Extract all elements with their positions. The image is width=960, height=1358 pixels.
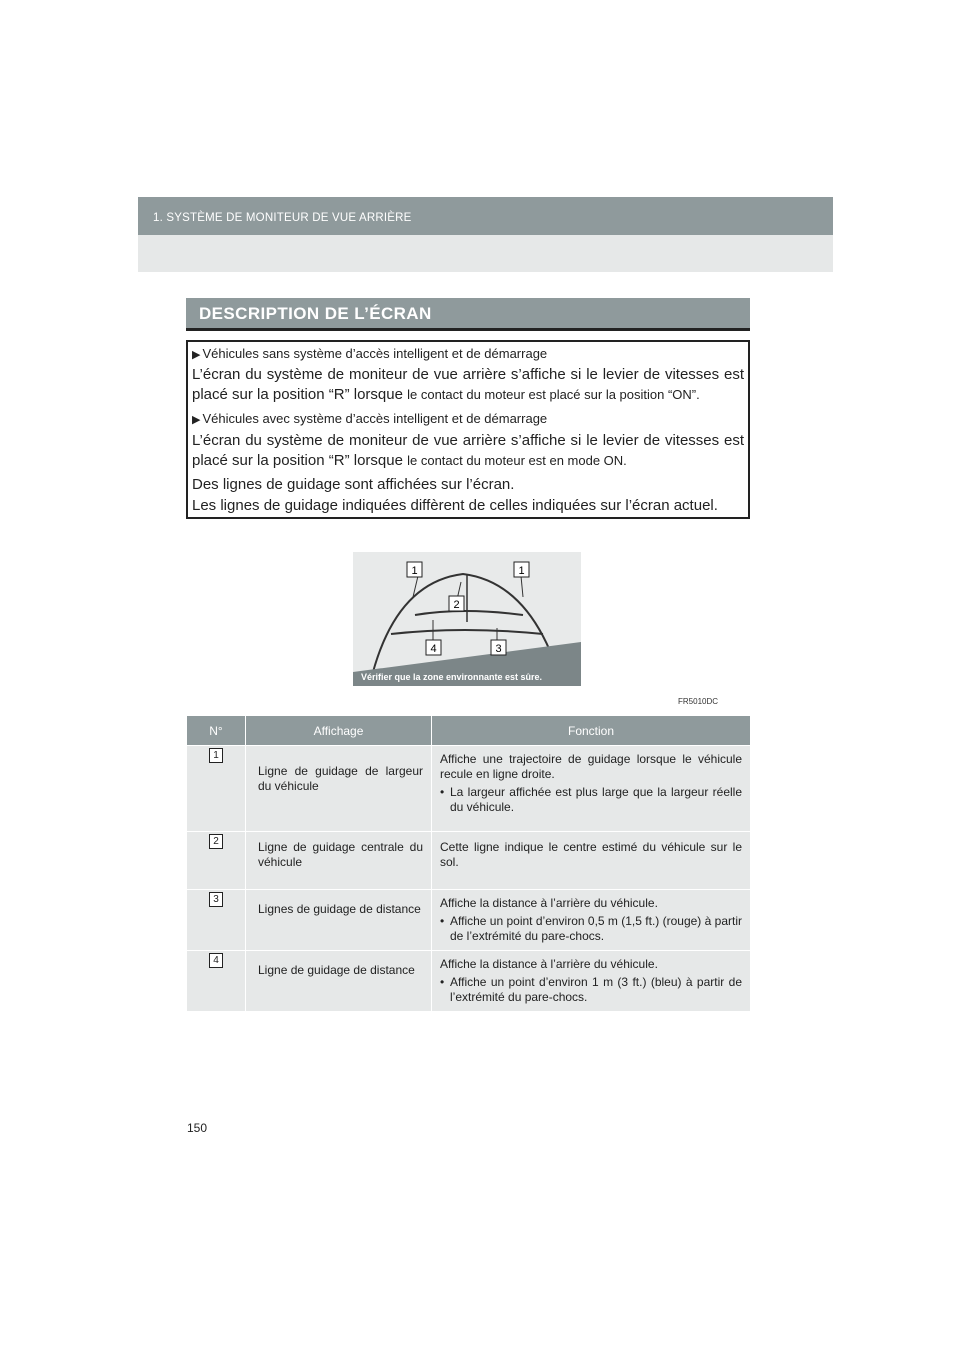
figure-code: FR5010DC	[678, 697, 719, 706]
callout-box	[514, 562, 529, 577]
bullet-item: • Affiche un point d’environ 1 m (3 ft.) (bleu) à partir de l’extrémité du pare-chocs.	[440, 975, 742, 1005]
callout-box	[426, 640, 441, 655]
function-cell: Affiche une trajectoire de guidage lorsque le véhicule recule en ligne droite. • La largeur affichée est plus large que la largeur réelle du véhicule.	[432, 746, 751, 832]
info-box	[186, 340, 750, 519]
table-row	[187, 746, 750, 832]
page-number: 150	[187, 1121, 208, 1135]
triangle-icon: ▶	[192, 349, 201, 361]
section-heading	[186, 298, 750, 331]
display-cell: Ligne de guidage de largeur du véhicule	[246, 746, 432, 832]
guide-lines-table	[187, 716, 750, 1011]
svg-text:3: 3	[495, 643, 502, 655]
note-guidelines-differ: Les lignes de guidage indiquées diffèrent de celles indiquées sur l’écran actuel.	[192, 497, 718, 514]
case2-label: ▶ Véhicules avec système d’accès intelligent et de démarrage	[192, 411, 548, 426]
guide-lines-diagram	[353, 552, 581, 686]
svg-text:4: 4	[430, 643, 437, 655]
display-cell: Ligne de guidage de distance	[246, 951, 432, 1012]
triangle-icon: ▶	[192, 414, 201, 426]
table-header-row	[187, 716, 750, 746]
case1-label: ▶ Véhicules sans système d’accès intelligent et de démarrage	[192, 346, 548, 361]
table-row	[187, 890, 750, 951]
svg-text:2: 2	[453, 599, 460, 611]
rear-camera-screen-illustration	[353, 552, 581, 686]
case1-text: L’écran du système de moniteur de vue arrière s’affiche si le levier de vitesses est placé sur la position “R” lorsque le contact du moteur est placé sur la position “ON”.	[192, 366, 744, 403]
callout-box	[491, 640, 506, 655]
item-number-box: 4	[209, 953, 223, 968]
column-header-number: N°	[187, 716, 246, 746]
figure-caption: Vérifier que la zone environnante est sûre.	[361, 672, 543, 682]
item-number-box: 2	[209, 834, 223, 849]
column-header-display: Affichage	[246, 716, 432, 746]
table-row	[187, 832, 750, 890]
header-band	[138, 235, 833, 272]
bullet-item: • La largeur affichée est plus large que la largeur réelle du véhicule.	[440, 785, 742, 815]
function-cell: Cette ligne indique le centre estimé du véhicule sur le sol.	[432, 832, 751, 890]
chapter-title: 1. SYSTÈME DE MONITEUR DE VUE ARRIÈRE	[153, 212, 412, 224]
display-cell: Lignes de guidage de distance	[246, 890, 432, 951]
item-number-box: 3	[209, 892, 223, 907]
svg-text:1: 1	[518, 565, 525, 577]
distance-guide-line-far	[415, 611, 523, 615]
header-bar	[138, 197, 833, 235]
column-header-function: Fonction	[432, 716, 751, 746]
svg-text:1: 1	[411, 565, 418, 577]
section-heading-text: DESCRIPTION DE L’ÉCRAN	[199, 304, 432, 323]
distance-guide-line-near	[391, 630, 543, 634]
case2-text: L’écran du système de moniteur de vue arrière s’affiche si le levier de vitesses est placé sur la position “R” lorsque le contact du moteur est en mode ON.	[192, 432, 744, 469]
table-row	[187, 951, 750, 1012]
callout-box	[407, 562, 422, 577]
function-cell: Affiche la distance à l’arrière du véhicule. • Affiche un point d’environ 0,5 m (1,5 ft.) (rouge) à partir de l’extrémité du pare-chocs.	[432, 890, 751, 951]
callout-box	[449, 596, 464, 611]
display-cell: Ligne de guidage centrale du véhicule	[246, 832, 432, 890]
function-cell: Affiche la distance à l’arrière du véhicule. • Affiche un point d’environ 1 m (3 ft.) (bleu) à partir de l’extrémité du pare-chocs.	[432, 951, 751, 1012]
bullet-item: • Affiche un point d’environ 0,5 m (1,5 ft.) (rouge) à partir de l’extrémité du pare-chocs.	[440, 914, 742, 944]
item-number-box: 1	[209, 748, 223, 763]
callout-leader	[521, 576, 523, 597]
note-guidelines-shown: Des lignes de guidage sont affichées sur l’écran.	[192, 476, 515, 493]
